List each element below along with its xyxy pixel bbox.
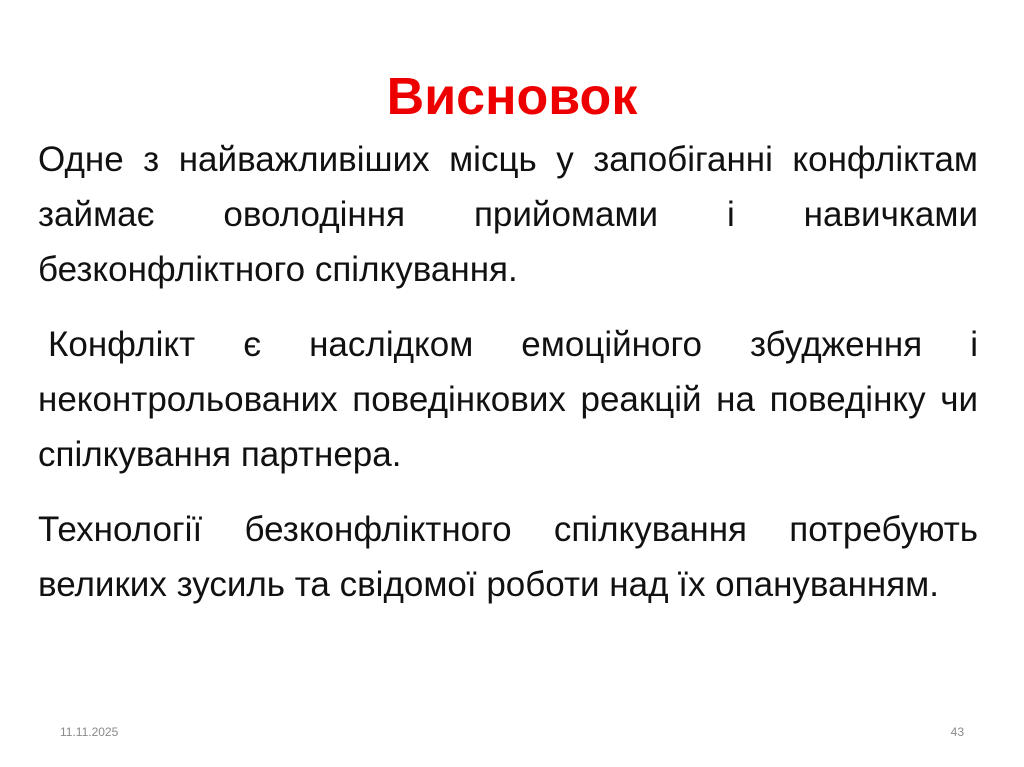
footer-date: 11.11.2025 [60,725,119,739]
paragraph-2: Конфлікт є наслідком емоційного збудження і неконтрольованих поведінкових реакцій на поведінку чи спілкування партнера. [38,325,978,474]
slide-title: Висновок [386,68,638,126]
slide-body [38,132,978,632]
page-number: 43 [950,725,964,739]
paragraph-1: Одне з найважливіших місць у запобіганні конфліктам займає оволодіння прийомами і навичками безконфліктного спілкування. [38,140,978,289]
paragraph-3: Технології безконфліктного спілкування потребують великих зусиль та свідомої роботи над їх опануванням. [38,510,978,604]
